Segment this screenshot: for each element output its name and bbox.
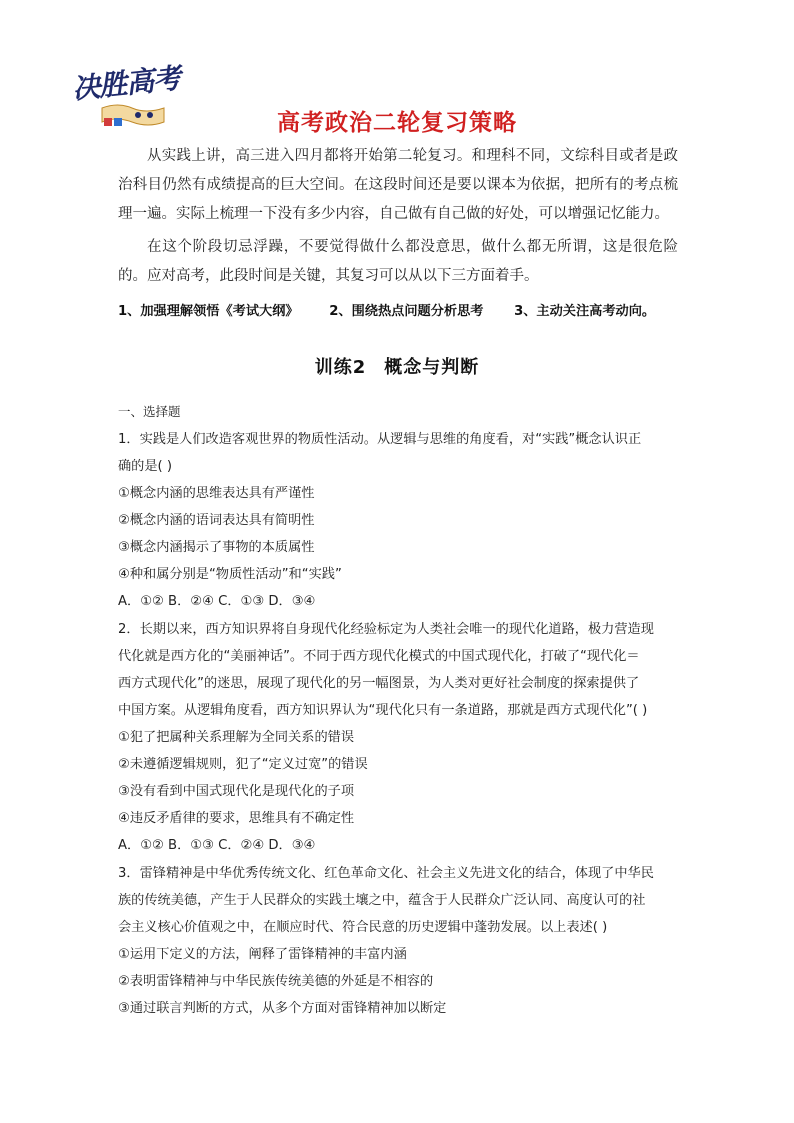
question-2-option: ①犯了把属种关系理解为全同关系的错误 <box>118 730 355 745</box>
question-3-option: ③通过联言判断的方式，从多个方面对雷锋精神加以断定 <box>118 1001 447 1016</box>
question-2-option: ②未遵循逻辑规则，犯了“定义过宽”的错误 <box>118 757 368 772</box>
question-3-stem-line: 3．雷锋精神是中华优秀传统文化、红色革命文化、社会主义先进文化的结合，体现了中华民 <box>118 866 654 881</box>
question-2-stem-line: 西方式现代化”的迷思，展现了现代化的另一幅图景，为人类对更好社会制度的探索提供了 <box>118 676 640 691</box>
question-3-stem-line: 会主义核心价值观之中，在顺应时代、符合民意的历史逻辑中蓬勃发展。以上表述( ) <box>118 920 608 935</box>
section-title <box>0 353 794 379</box>
question-2-answers: A．①② B．①③ C．②④ D．③④ <box>118 838 316 853</box>
key-point-1: 1、加强理解领悟《考试大纲》 <box>118 304 299 319</box>
intro-paragraph-1: 从实践上讲，高三进入四月都将开始第二轮复习。和理科不同，文综科目或者是政治科目仍然有成绩提高的巨大空间。在这段时间还是要以课本为依据，把所有的考点梳理一遍。实际上梳理一下没有多少内容，自己做有自己做的好处，可以增强记忆能力。 <box>118 148 678 222</box>
question-1-option: ③概念内涵揭示了事物的本质属性 <box>118 540 315 555</box>
question-3-option: ①运用下定义的方法，阐释了雷锋精神的丰富内涵 <box>118 947 407 962</box>
key-points <box>118 300 698 319</box>
question-1-option: ①概念内涵的思维表达具有严谨性 <box>118 486 315 501</box>
section-number: 训练2 <box>314 357 367 378</box>
question-1-option: ②概念内涵的语词表达具有简明性 <box>118 513 315 528</box>
question-2-stem-line: 2．长期以来，西方知识界将自身现代化经验标定为人类社会唯一的现代化道路，极力营造现 <box>118 622 654 637</box>
question-2-stem-line: 中国方案。从逻辑角度看，西方知识界认为“现代化只有一条道路，那就是西方式现代化”( ) <box>118 703 648 718</box>
question-3-option: ②表明雷锋精神与中华民族传统美德的外延是不相容的 <box>118 974 434 989</box>
intro-paragraph-2: 在这个阶段切忌浮躁，不要觉得做什么都没意思，做什么都无所谓，这是很危险的。应对高考，此段时间是关键，其复习可以从以下三方面着手。 <box>118 239 678 284</box>
question-2-option: ③没有看到中国式现代化是现代化的子项 <box>118 784 355 799</box>
question-1-stem-line: 1．实践是人们改造客观世界的物质性活动。从逻辑与思维的角度看，对“实践”概念认识正 <box>118 432 642 447</box>
question-2-option: ④违反矛盾律的要求，思维具有不确定性 <box>118 811 355 826</box>
part-label: 一、选择题 <box>118 404 181 419</box>
section-name: 概念与判断 <box>384 357 480 378</box>
logo-text: 决胜高考 <box>70 61 182 106</box>
question-1-stem-line: 确的是( ) <box>118 459 173 474</box>
question-1-answers: A．①② B．②④ C．①③ D．③④ <box>118 594 316 609</box>
question-3-stem-line: 族的传统美德，产生于人民群众的实践土壤之中，蕴含于人民群众广泛认同、高度认可的社 <box>118 893 646 908</box>
key-point-2: 2、围绕热点问题分析思考 <box>329 304 484 319</box>
main-title: 高考政治二轮复习策略 <box>277 110 517 136</box>
question-1-option: ④种和属分别是“物质性活动”和“实践” <box>118 567 342 582</box>
question-2-stem-line: 代化就是西方化的“美丽神话”。不同于西方现代化模式的中国式现代化，打破了“现代化＝ <box>118 649 640 664</box>
key-point-3: 3、主动关注高考动向。 <box>514 304 656 319</box>
